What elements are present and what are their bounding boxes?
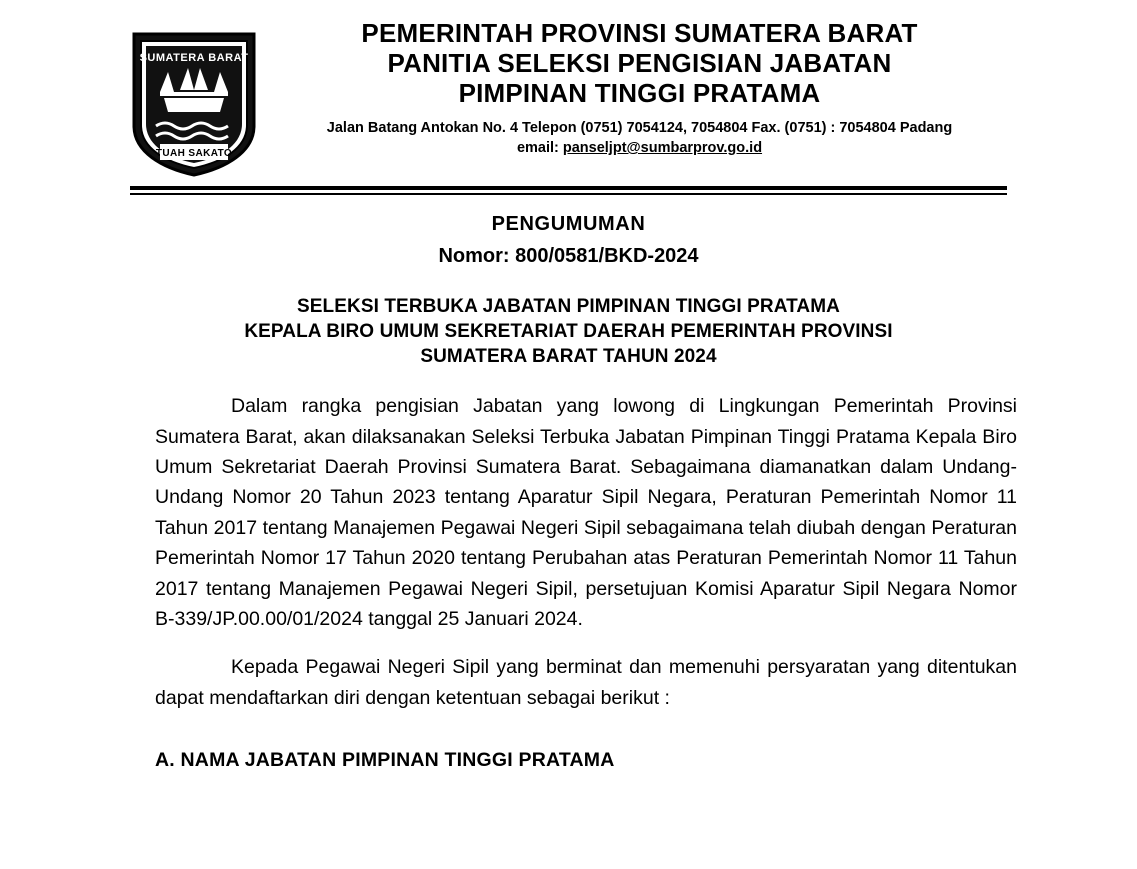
svg-text:SUMATERA BARAT: SUMATERA BARAT [139, 52, 249, 64]
divider-thick [130, 186, 1007, 190]
letterhead [0, 0, 1137, 178]
body-paragraph-2: Kepada Pegawai Negeri Sipil yang berminat dan memenuhi persyaratan yang ditentukan dapat mendaftarkan diri dengan ketentuan sebagai berikut : [155, 656, 1017, 709]
page-title: PENGUMUMAN [491, 213, 646, 235]
document-number: Nomor: 800/0581/BKD-2024 [438, 245, 699, 267]
document-body [155, 391, 1017, 713]
announcement-title-block [0, 213, 1137, 268]
letterhead-address-block [268, 119, 1011, 158]
provincial-crest-icon [130, 30, 258, 178]
letterhead-line-1: PEMERINTAH PROVINSI SUMATERA BARAT [361, 18, 918, 48]
header-divider [130, 186, 1007, 195]
subject-line-2: KEPALA BIRO UMUM SEKRETARIAT DAERAH PEMERINTAH PROVINSI [244, 321, 893, 343]
letterhead-line-3: PIMPINAN TINGGI PRATAMA [458, 78, 821, 109]
email-link[interactable]: panseljpt@sumbarprov.go.id [562, 140, 763, 157]
letterhead-email-line [268, 139, 1011, 159]
letterhead-address: Jalan Batang Antokan No. 4 Telepon (0751) 7054124, 7054804 Fax. (0751) : 7054804 Padang [326, 120, 953, 137]
section-heading-a: A. NAMA JABATAN PIMPINAN TINGGI PRATAMA [155, 749, 615, 772]
subject-line-3: SUMATERA BARAT TAHUN 2024 [420, 346, 717, 368]
letterhead-line-2: PANITIA SELEKSI PENGISIAN JABATAN [387, 48, 892, 79]
subject-line-1: SELEKSI TERBUKA JABATAN PIMPINAN TINGGI PRATAMA [296, 296, 841, 317]
announcement-subject [0, 294, 1137, 369]
body-paragraph-1: Dalam rangka pengisian Jabatan yang lowong di Lingkungan Pemerintah Provinsi Sumatera Barat, akan dilaksanakan Seleksi Terbuka Jabatan Pimpinan Tinggi Pratama Kepala Biro Umum Sekretariat Daerah Provinsi Sumatera Barat. Sebagaimana diamanatkan dalam Undang-Undang Nomor 20 Tahun 2023 tentang Aparatur Sipil Negara, Peraturan Pemerintah Nomor 11 Tahun 2017 tentang Manajemen Pegawai Negeri Sipil sebagaimana telah diubah dengan Peraturan Pemerintah Nomor 17 Tahun 2020 tentang Perubahan atas Peraturan Pemerintah Nomor 11 Tahun 2017 tentang Manajemen Pegawai Negeri Sipil, persetujuan Komisi Aparatur Sipil Negara Nomor B-339/JP.00.00/01/2024 tanggal 25 Januari 2024. [155, 395, 1017, 631]
svg-text:TUAH SAKATO: TUAH SAKATO [155, 148, 233, 159]
divider-thin [130, 193, 1007, 195]
letterhead-text [268, 18, 1057, 159]
email-label: email: [516, 140, 563, 157]
